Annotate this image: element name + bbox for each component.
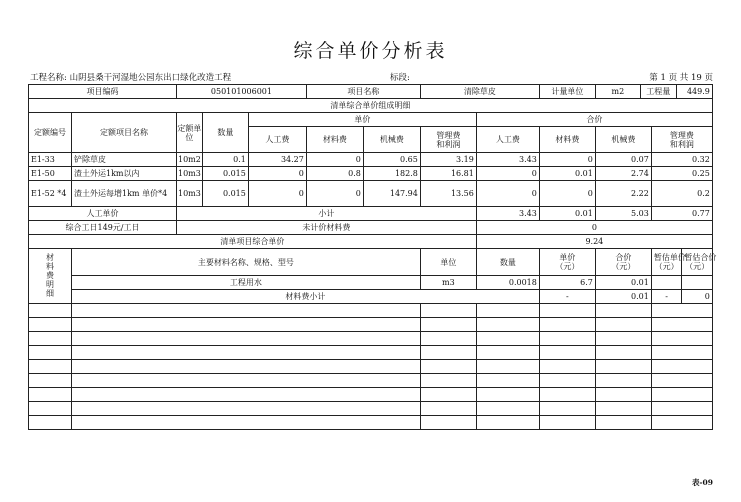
blank-row	[29, 388, 713, 402]
mat-col-est: 暂估单价 （元） 暂估合价 （元）	[651, 249, 712, 276]
col-quota-unit: 定额单位	[177, 113, 203, 153]
project-name-label: 工程名称:	[30, 73, 67, 83]
col-quota-name: 定额项目名称	[72, 113, 177, 153]
project-name-value: 山阴县桑干河湿地公园东出口绿化改造工程	[69, 73, 232, 83]
col-quota-code: 定额编号	[29, 113, 72, 153]
material-header-row	[29, 249, 713, 276]
section-title: 清单综合单价组成明细	[29, 99, 713, 113]
code-label: 项目编码	[29, 85, 177, 99]
blank-row	[29, 318, 713, 332]
code-value: 050101006001	[177, 85, 307, 99]
subtotal-label: 小计	[177, 207, 477, 221]
bid-section-label: 标段:	[390, 73, 410, 83]
unit-value: m2	[596, 85, 641, 98]
col-tp-labor: 人工费	[476, 127, 539, 153]
unpriced-value: 0	[476, 221, 712, 235]
col-up-mgmt: 管理费 和利润	[420, 127, 476, 153]
item-name-label: 项目名称	[306, 85, 420, 99]
col-total-price: 合价	[476, 113, 712, 127]
page-info: 第 1 页 共 19 页	[649, 73, 713, 83]
col-unit-price: 单价	[248, 113, 476, 127]
analysis-table	[28, 84, 717, 430]
unit-label: 计量单位	[539, 85, 595, 99]
table-row: E1-33 铲除草皮 10m2 0.1 34.27 0 0.65 3.19 3.43 0 0.07 0.32	[29, 153, 713, 167]
item-total-value: 9.24	[476, 235, 712, 249]
project-name	[30, 71, 231, 83]
col-up-machine: 机械费	[363, 127, 420, 153]
qty-label: 工程量	[640, 85, 676, 98]
item-name-value: 清除草皮	[420, 85, 539, 99]
col-tp-machine: 机械费	[595, 127, 651, 153]
blank-row	[29, 360, 713, 374]
item-total-label: 清单项目综合单价	[29, 235, 477, 249]
blank-row	[29, 402, 713, 416]
material-section-label: 材料费明细	[29, 249, 72, 304]
col-quantity: 数量	[202, 113, 248, 153]
daily-rate: 综合工日149元/工日	[29, 221, 177, 235]
col-tp-mgmt: 管理费 和利润	[651, 127, 712, 153]
mat-col-unit: 单位	[420, 249, 476, 276]
blank-row	[29, 346, 713, 360]
unpriced-label: 未计价材料费	[177, 221, 477, 235]
mat-col-name: 主要材料名称、规格、型号	[72, 249, 421, 276]
labor-price-label: 人工单价	[29, 207, 177, 221]
unpriced-row	[29, 221, 713, 235]
col-up-material: 材料费	[306, 127, 363, 153]
mat-col-total: 合价 （元）	[595, 249, 651, 276]
item-total-row	[29, 235, 713, 249]
blank-row	[29, 332, 713, 346]
blank-row	[29, 374, 713, 388]
page-title: 综合单价分析表	[293, 40, 448, 62]
form-number: 表-09	[691, 478, 713, 487]
blank-row	[29, 416, 713, 430]
blank-row	[29, 304, 713, 318]
header-row	[29, 85, 713, 99]
table-row: E1-50 渣土外运1km以内 10m3 0.015 0 0.8 182.8 16.81 0 0.01 2.74 0.25	[29, 167, 713, 181]
material-subtotal-row: 材料费小计 - 0.01 - 0	[29, 290, 713, 304]
mat-subtotal-label: 材料费小计	[72, 290, 540, 304]
subtotal-row: 人工单价 小计 3.43 0.01 5.03 0.77	[29, 207, 713, 221]
mat-col-unit-price: 单价 （元）	[539, 249, 595, 276]
col-up-labor: 人工费	[248, 127, 306, 153]
qty-value: 449.9	[686, 87, 710, 96]
col-tp-material: 材料费	[539, 127, 595, 153]
material-row: 工程用水 m3 0.0018 6.7 0.01	[29, 276, 713, 290]
table-row: E1-52 *4 渣土外运每增1km 单价*4 10m3 0.015 0 0 147.94 13.56 0 0 2.22 0.2	[29, 181, 713, 207]
mat-col-qty: 数量	[476, 249, 539, 276]
